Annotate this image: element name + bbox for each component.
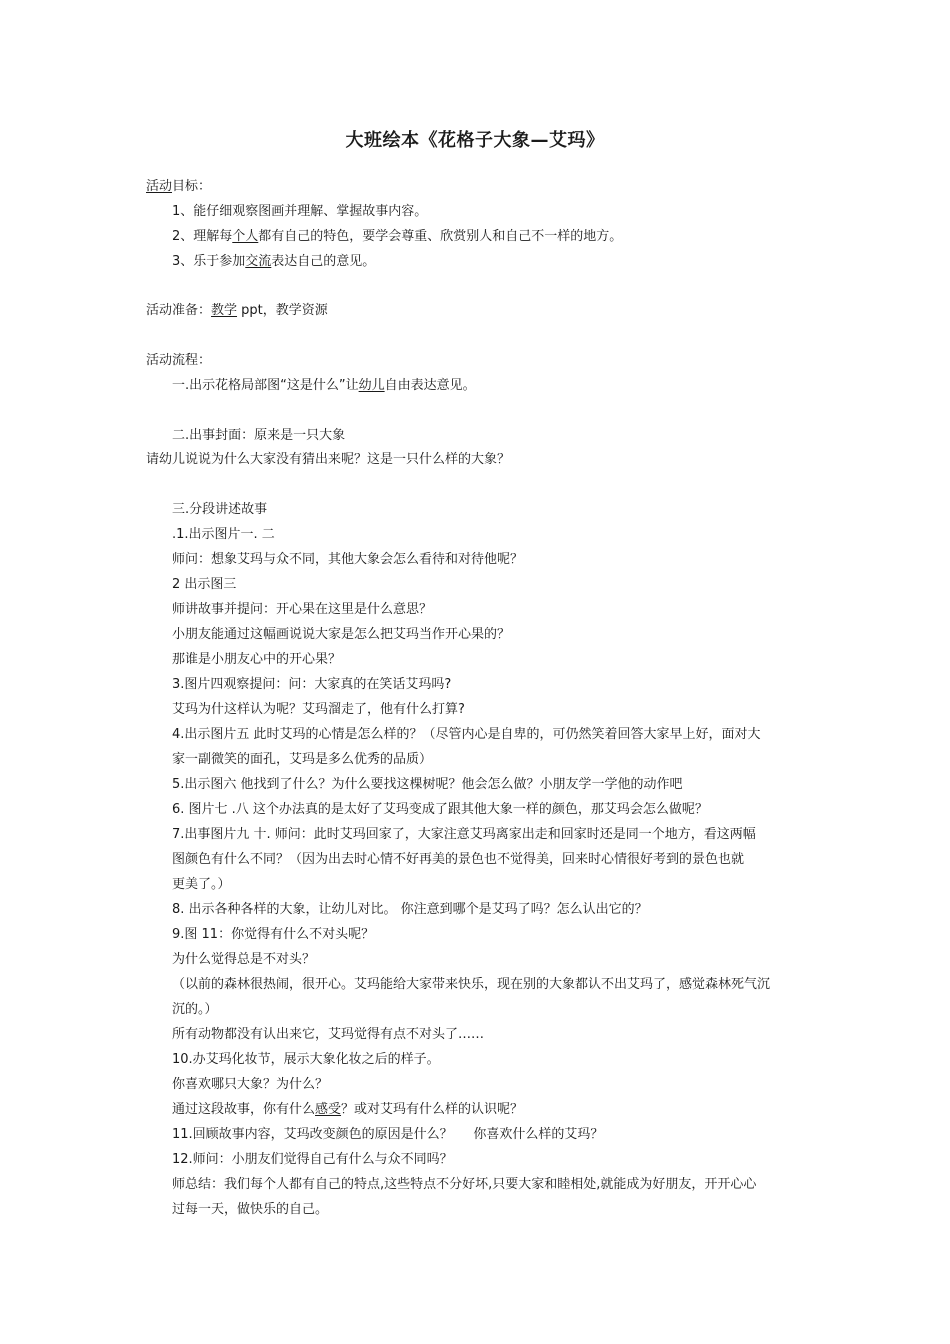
part-9-note-line-1: （以前的森林很热闹，很开心。艾玛能给大家带来快乐，现在别的大象都认不出艾玛了，感觉森林死气沉 [172, 977, 771, 992]
part-2: 2 出示图三 [172, 577, 237, 592]
summary-line-1: 师总结：我们每个人都有自己的特点,这些特点不分好坏,只要大家和睦相处,就能成为好朋友，开开心心 [172, 1177, 757, 1192]
step-3: 三.分段讲述故事 [172, 502, 268, 517]
goal-3: 3、乐于参加交流表达自己的意见。 [172, 254, 376, 269]
prep-link[interactable]: 教学 [211, 303, 238, 318]
part-4-line-2: 家一副微笑的面孔，艾玛是多么优秀的品质） [172, 752, 433, 767]
part-3: 3.图片四观察提问：问：大家真的在笑话艾玛吗? [172, 677, 452, 692]
goal-1: 1、能仔细观察图画并理解、掌握故事内容。 [172, 204, 428, 219]
part-10: 10.办艾玛化妆节，展示大象化妆之后的样子。 [172, 1052, 440, 1067]
part-7-line-1: 7.出事图片九 十. 师问：此时艾玛回家了，大家注意艾玛离家出走和回家时还是同一个地方，看这两幅 [172, 827, 756, 842]
part-3-question: 艾玛为什这样认为呢？艾玛溜走了，他有什么打算? [172, 702, 465, 717]
part-5: 5.出示图六 他找到了什么？为什么要找这棵树呢？他会怎么做？小朋友学一学他的动作吧 [172, 777, 683, 792]
summary-line-2: 过每一天，做快乐的自己。 [172, 1202, 329, 1217]
goal-2-link[interactable]: 个人 [232, 229, 259, 244]
part-9-question-1: 为什么觉得总是不对头？ [172, 952, 316, 967]
part-2-question-2: 小朋友能通过这幅画说说大家是怎么把艾玛当作开心果的？ [172, 627, 511, 642]
part-1-question: 师问：想象艾玛与众不同，其他大象会怎么看待和对待他呢？ [172, 552, 524, 567]
part-8: 8. 出示各种各样的大象，让幼儿对比。 你注意到哪个是艾玛了吗？怎么认出它的？ [172, 902, 648, 917]
part-7-line-2: 图颜色有什么不同？（因为出去时心情不好再美的景色也不觉得美，回来时心情很好考到的景色也就 [172, 852, 745, 867]
part-12: 12.师问：小朋友们觉得自己有什么与众不同吗？ [172, 1152, 453, 1167]
part-4-line-1: 4.出示图片五 此时艾玛的心情是怎么样的？（尽管内心是自卑的，可仍然笑着回答大家早上好，面对大 [172, 727, 761, 742]
step-1: 一.出示花格局部图“这是什么”让幼儿自由表达意见。 [172, 378, 476, 393]
goals-heading-link[interactable]: 活动 [146, 179, 173, 194]
goal-2: 2、理解每个人都有自己的特色，要学会尊重、欣赏别人和自己不一样的地方。 [172, 229, 623, 244]
goals-heading: 活动目标： [146, 179, 212, 194]
prep-line: 活动准备：教学 ppt，教学资源 [146, 303, 328, 318]
part-6: 6. 图片七 .八 这个办法真的是太好了艾玛变成了跟其他大象一样的颜色，那艾玛会怎么做呢？ [172, 802, 708, 817]
part-11: 11.回顾故事内容，艾玛改变颜色的原因是什么？ 你喜欢什么样的艾玛？ [172, 1127, 604, 1142]
step-2-question: 请幼儿说说为什么大家没有猜出来呢？这是一只什么样的大象？ [146, 452, 511, 467]
goal-3-link[interactable]: 交流 [245, 254, 272, 269]
part-1: .1.出示图片一. 二 [172, 527, 275, 542]
part-9-note-line-2: 沉的。） [172, 1002, 218, 1017]
part-10-link[interactable]: 感受 [315, 1102, 342, 1117]
part-10-question-1: 你喜欢哪只大象？为什么？ [172, 1077, 329, 1092]
step-1-link[interactable]: 幼儿 [358, 378, 385, 393]
flow-heading: 活动流程： [146, 353, 212, 368]
step-2: 二.出事封面：原来是一只大象 [172, 428, 346, 443]
part-9-question-3: 所有动物都没有认出来它，艾玛觉得有点不对头了…… [172, 1027, 485, 1042]
part-10-question-2: 通过这段故事，你有什么感受？或对艾玛有什么样的认识呢？ [172, 1102, 524, 1117]
document-title: 大班绘本《花格子大象—艾玛》 [345, 130, 605, 151]
part-2-question-1: 师讲故事并提问：开心果在这里是什么意思？ [172, 602, 433, 617]
part-2-question-3: 那谁是小朋友心中的开心果？ [172, 652, 342, 667]
part-7-line-3: 更美了。） [172, 877, 231, 892]
part-9: 9.图 11：你觉得有什么不对头呢？ [172, 927, 375, 942]
